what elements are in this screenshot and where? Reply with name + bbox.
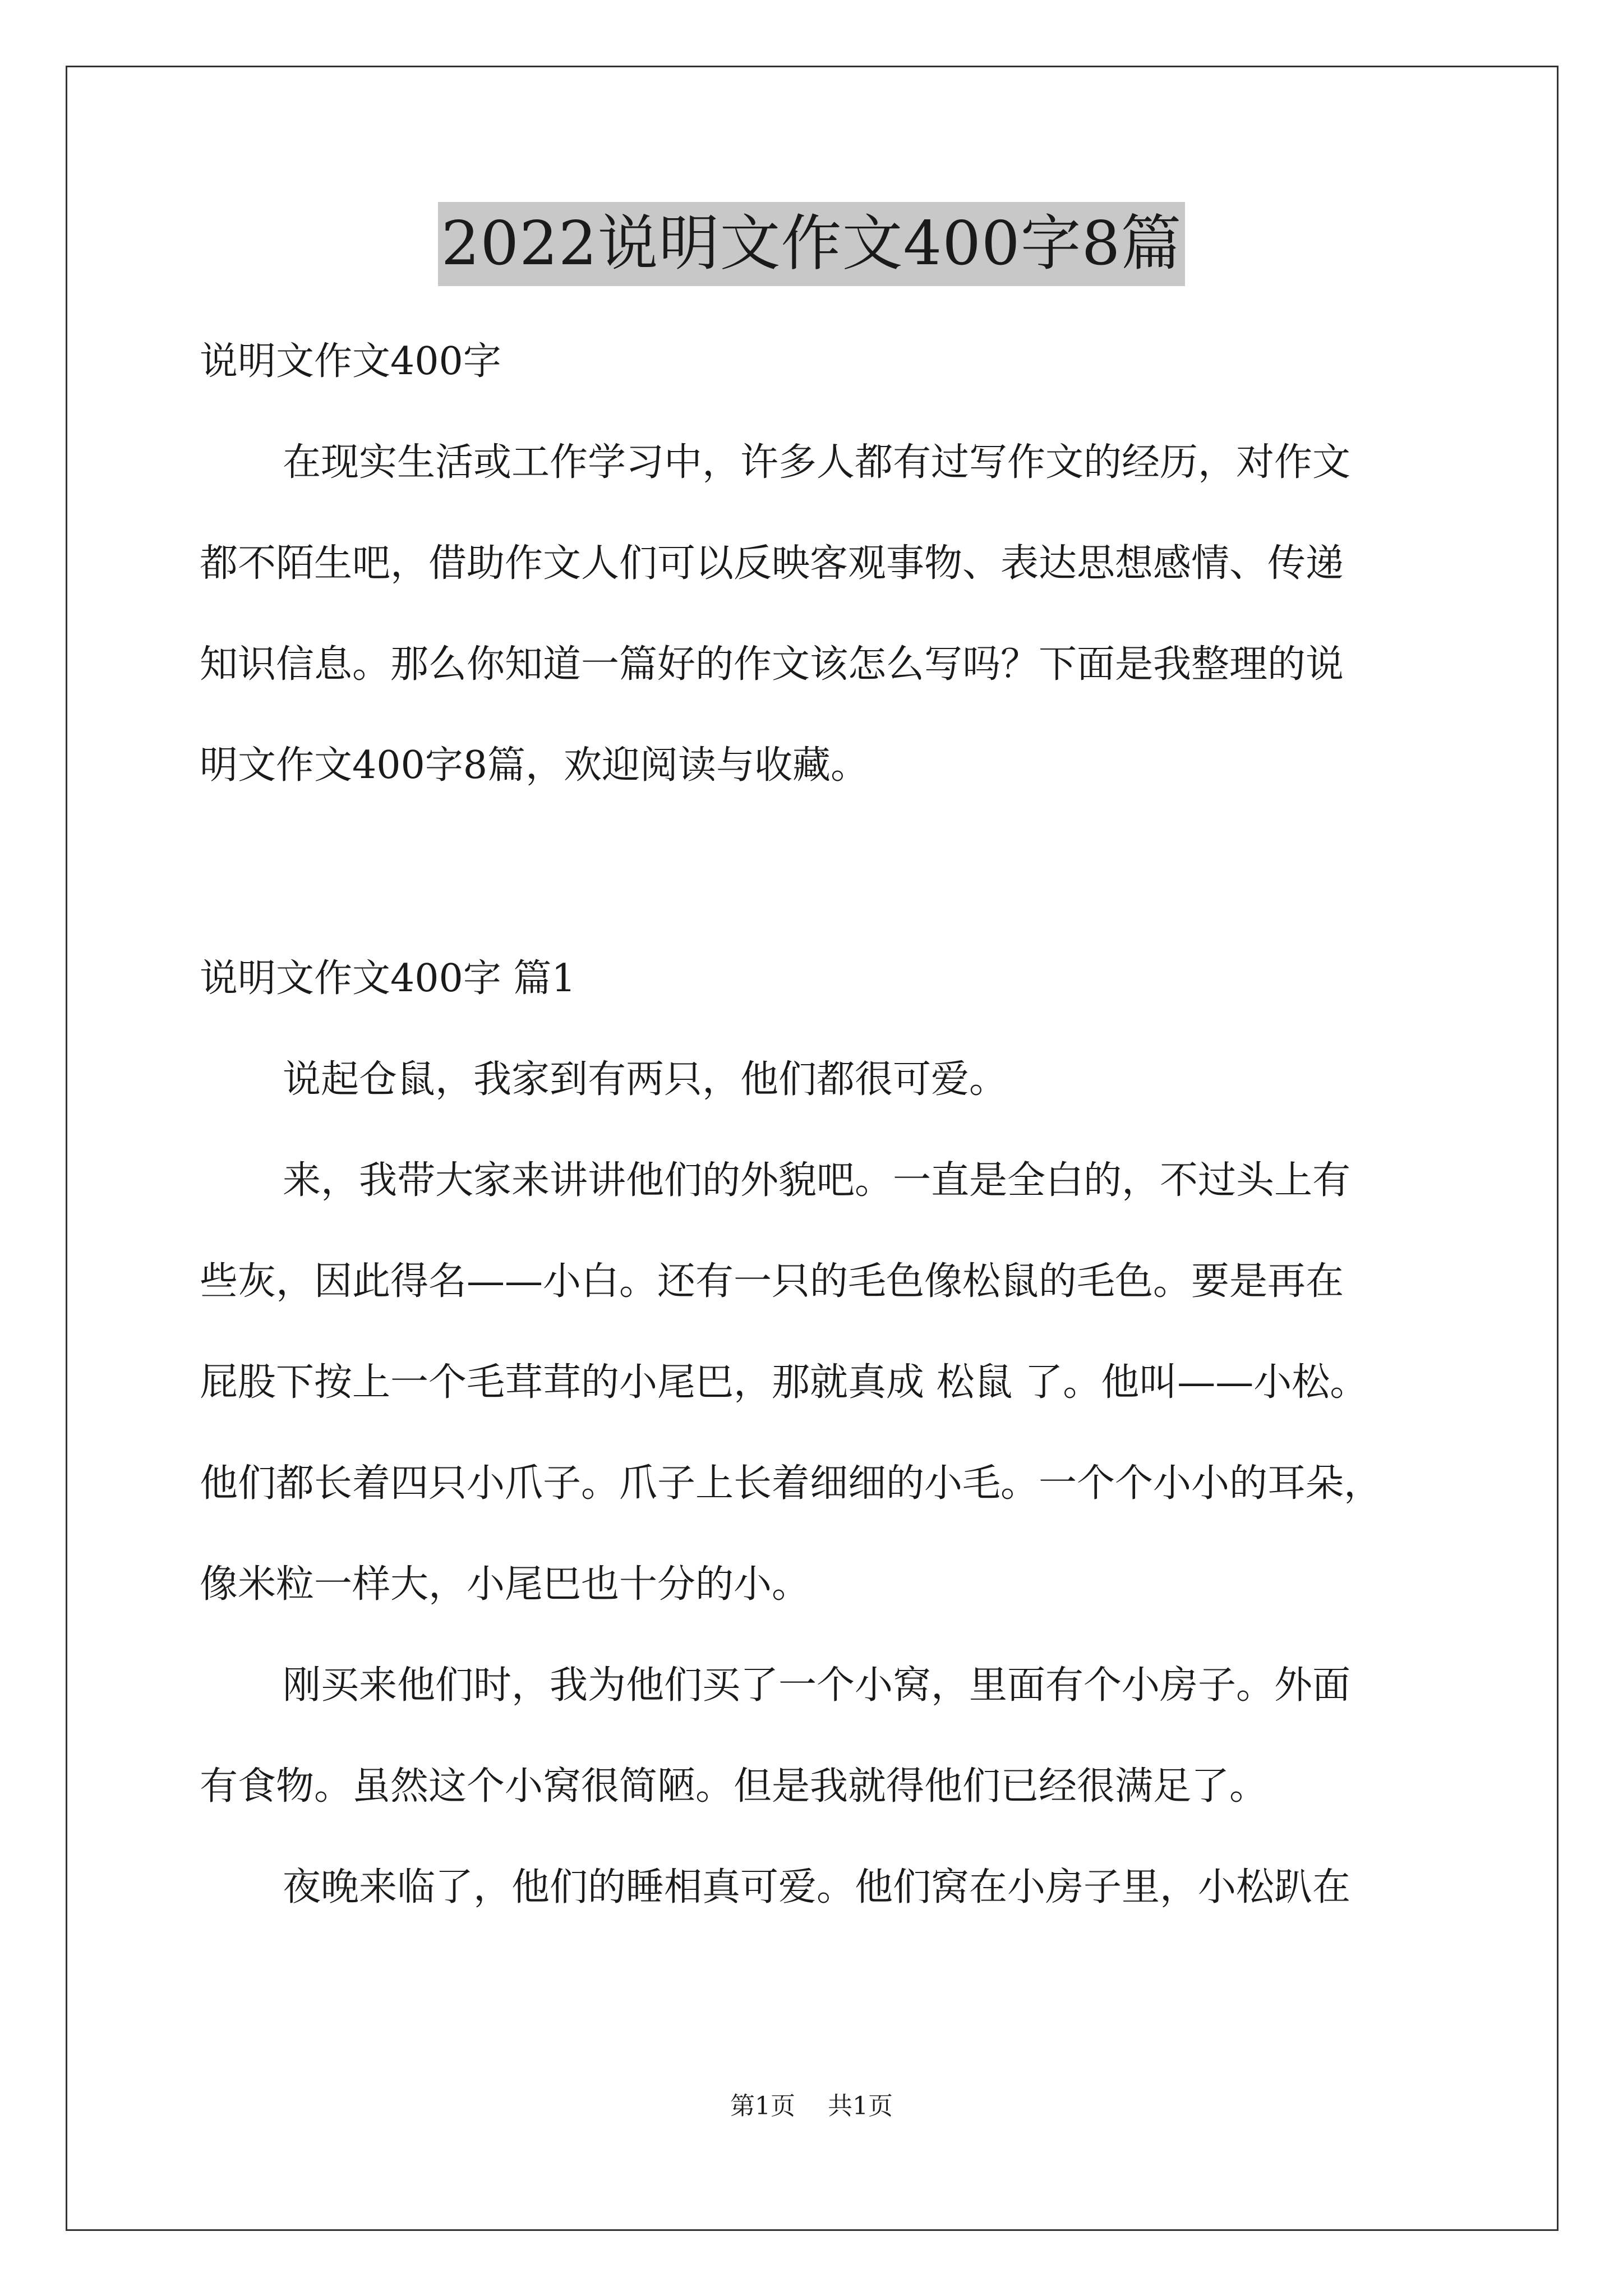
intro-line: 都不陌生吧，借助作文人们可以反映客观事物、表达思想感情、传递 [200, 541, 1344, 586]
title-wrap [0, 202, 1623, 286]
paragraph-line: 夜晚来临了，他们的睡相真可爱。他们窝在小房子里，小松趴在 [283, 1865, 1351, 1910]
paragraph-line: 说起仓鼠，我家到有两只，他们都很可爱。 [283, 1057, 1008, 1102]
section-heading: 说明文作文400字 篇1 [200, 956, 576, 1001]
paragraph-line: 有食物。虽然这个小窝很简陋。但是我就得他们已经很满足了。 [200, 1764, 1268, 1809]
paragraph-line: 来，我带大家来讲讲他们的外貌吧。一直是全白的，不过头上有 [283, 1158, 1351, 1203]
document-title: 2022说明文作文400字8篇 [438, 202, 1186, 286]
section-gap [200, 816, 1433, 928]
paragraph-line: 屁股下按上一个毛茸茸的小尾巴，那就真成 松鼠 了。他叫——小松。 [200, 1360, 1368, 1405]
intro-line: 知识信息。那么你知道一篇好的作文该怎么写吗？下面是我整理的说 [200, 642, 1344, 687]
paragraph-line: 像米粒一样大，小尾巴也十分的小。 [200, 1562, 810, 1607]
paragraph-line: 些灰，因此得名——小白。还有一只的毛色像松鼠的毛色。要是再在 [200, 1259, 1344, 1304]
document-body [200, 311, 1433, 1938]
intro-line: 明文作文400字8篇，欢迎阅读与收藏。 [200, 743, 869, 788]
intro-line: 在现实生活或工作学习中，许多人都有过写作文的经历，对作文 [283, 440, 1351, 485]
paragraph-line: 他们都长着四只小爪子。爪子上长着细细的小毛。一个个小小的耳朵， [200, 1461, 1382, 1506]
page-number: 第1页 [730, 2092, 795, 2120]
page-footer [0, 2090, 1623, 2123]
page-total: 共1页 [828, 2092, 893, 2120]
paragraph-line: 刚买来他们时，我为他们买了一个小窝，里面有个小房子。外面 [283, 1663, 1351, 1708]
intro-heading: 说明文作文400字 [200, 339, 501, 384]
